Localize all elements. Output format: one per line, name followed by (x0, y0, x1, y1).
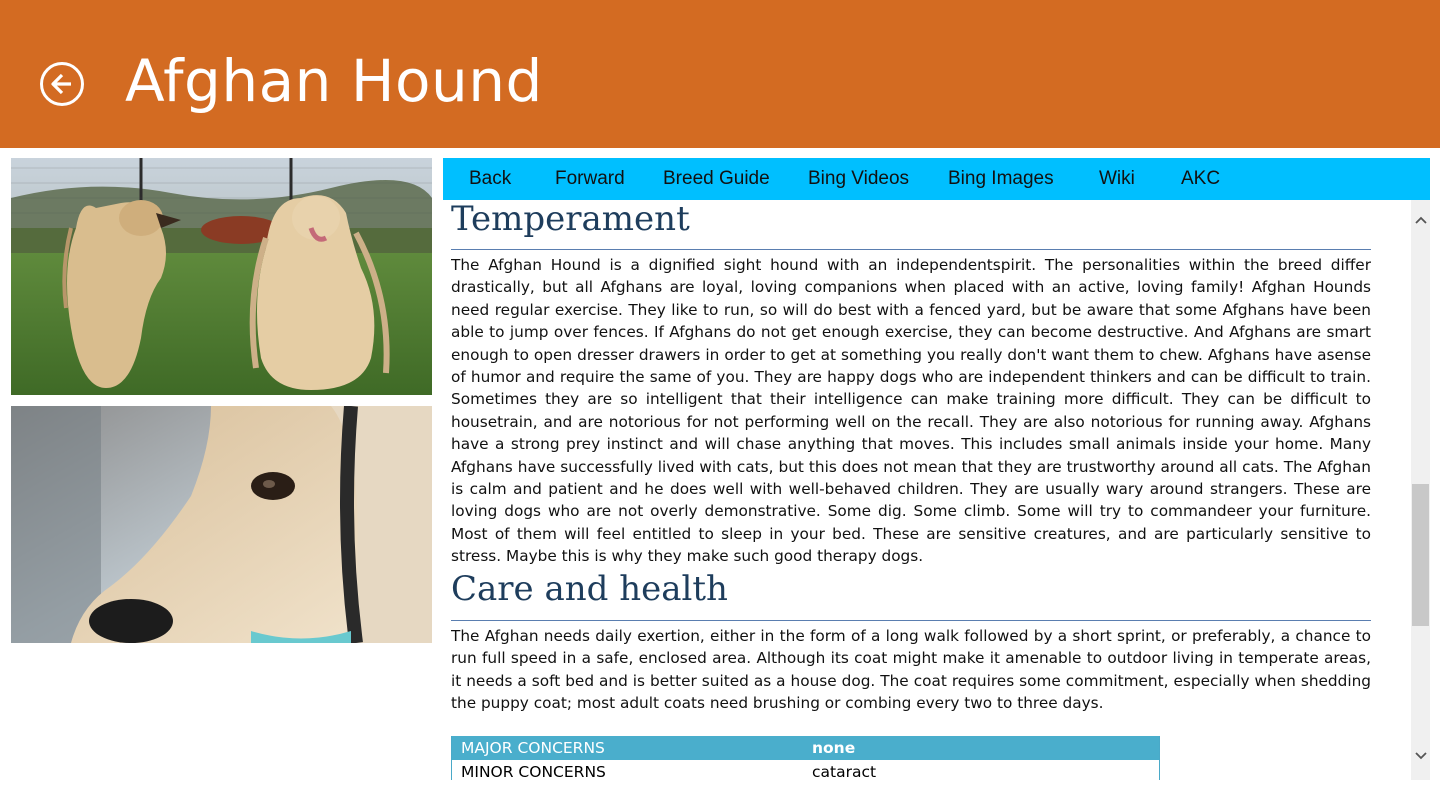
major-concerns-label: MAJOR CONCERNS (461, 739, 605, 757)
content-scrollbar[interactable] (1411, 200, 1430, 780)
scrollbar-thumb[interactable] (1412, 484, 1429, 626)
care-heading: Care and health (451, 568, 728, 609)
care-text: The Afghan needs daily exertion, either in the form of a long walk followed by a short sprint, or preferably, a chance to run full speed in a safe, enclosed area. Although its coat might make it amenable to outdoor living in temperate areas, it needs a soft bed and is better suited as a house dog. The coat requires some commitment, especially when shedding the puppy coat; most adult coats need brushing or combing every two to three days. (451, 626, 1371, 712)
article-content (451, 200, 1371, 780)
temperament-heading: Temperament (451, 200, 690, 239)
table-row (452, 736, 1159, 760)
dog-photo-two-afghans (11, 158, 432, 395)
table-row (452, 760, 1159, 780)
chevron-down-icon[interactable] (1411, 746, 1430, 766)
nav-bing-videos[interactable]: Bing Videos (808, 168, 910, 189)
page-title: Afghan Hound (125, 47, 543, 115)
nav-back[interactable]: Back (469, 168, 512, 189)
minor-concerns-value: cataract (812, 763, 877, 780)
nav-forward[interactable]: Forward (555, 168, 625, 189)
nav-breed-guide[interactable]: Breed Guide (663, 168, 770, 189)
dog-photo-closeup (11, 406, 432, 643)
major-concerns-value: none (812, 739, 856, 757)
nav-bing-images[interactable]: Bing Images (948, 168, 1054, 189)
section-divider (451, 249, 1371, 250)
chevron-up-icon[interactable] (1411, 210, 1430, 230)
back-arrow-circle-icon[interactable] (40, 62, 84, 106)
minor-concerns-label: MINOR CONCERNS (461, 763, 606, 780)
app-header (0, 0, 1440, 148)
nav-wiki[interactable]: Wiki (1099, 168, 1135, 189)
section-divider (451, 620, 1371, 621)
nav-akc[interactable]: AKC (1181, 168, 1221, 189)
nav-bar (443, 158, 1430, 200)
concerns-table (451, 736, 1160, 780)
temperament-text: The Afghan Hound is a dignified sight hound with an independentspirit. The personalities within the breed differ drastically, but all Afghans are loyal, loving companions when placed with an active, loving family! Afghan Hounds need regular exercise. They like to run, so will do best with a fenced yard, but be aware that some Afghans have been able to jump over fences. If Afghans do not get enough exercise, they can become destructive. And Afghans are smart enough to open dresser drawers in order to get at something you really don't want them to chew. Afghans have asense of humor and require the same of you. They are happy dogs who are independent thinkers and can be difficult to train. Sometimes they are so intelligent that their intelligence can make training more difficult. They can be difficult to housetrain, and are notorious for not performing well on the recall. They are also notorious for running away. Afghans have a strong prey instinct and will chase anything that moves. This includes small animals inside your home. Many Afghans have successfully lived with cats, but this does not mean that they are trustworthy around all cats. The Afghan is calm and patient and he does well with well-behaved children. They are usually wary around strangers. These are loving dogs who are not overly demonstrative. Some dig. Some climb. Some will try to commandeer your furniture. Most of them will feel entitled to sleep in your bed. These are sensitive creatures, and are particularly sensitive to stress. Maybe this is why they make such good therapy dogs. (451, 256, 1371, 566)
